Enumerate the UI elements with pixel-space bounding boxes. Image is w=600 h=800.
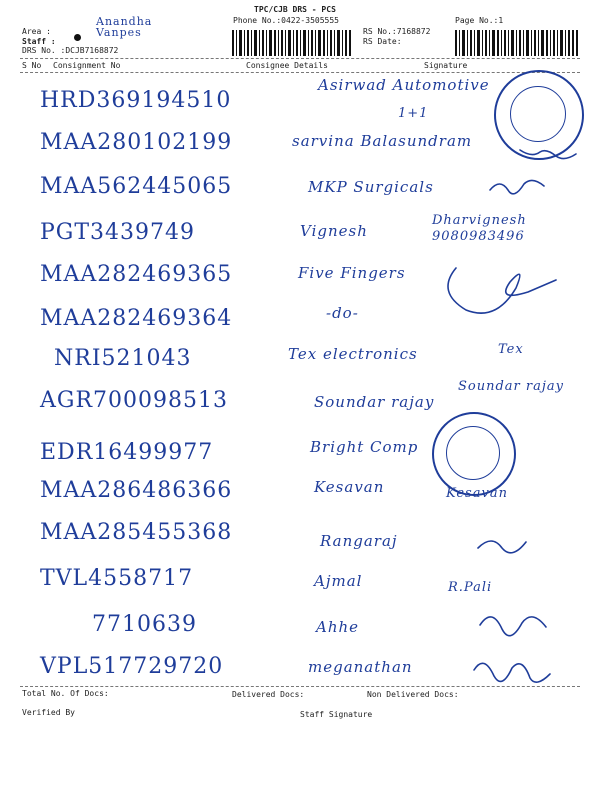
drs-number: DRS No. :DCJB7168872	[22, 46, 119, 55]
consignee-name: Rangaraj	[320, 532, 398, 550]
consignee-name: sarvina Balasundram	[292, 132, 473, 150]
column-consignment: Consignment No	[53, 61, 121, 70]
staff-signature-label: Staff Signature	[300, 710, 373, 719]
signature-scribble	[478, 541, 526, 553]
area-label: Area :	[22, 27, 51, 36]
consignment-number: MAA280102199	[40, 130, 233, 155]
consignee-name: meganathan	[308, 658, 413, 676]
signature-scribble	[474, 663, 550, 682]
signature-scribble	[490, 180, 544, 193]
page-number: Page No.:1	[455, 16, 504, 25]
delivered-docs-label: Delivered Docs:	[232, 690, 305, 699]
signature-scribble	[480, 617, 546, 636]
consignee-name: Asirwad Automotive	[318, 76, 490, 94]
company-seal-stamp	[494, 70, 584, 160]
consignment-number: AGR700098513	[40, 388, 228, 413]
control-system-stamp	[432, 412, 516, 496]
signature-note: Tex	[498, 342, 524, 357]
consignee-name: Ahhe	[316, 618, 360, 636]
consignee-name: Vignesh	[300, 222, 368, 240]
consignment-number: MAA562445065	[40, 174, 233, 199]
consignee-name: Kesavan	[314, 478, 385, 496]
consignment-number: 7710639	[92, 612, 197, 637]
footer-rule	[20, 686, 580, 687]
consignee-name: -do-	[326, 304, 359, 322]
non-delivered-docs-label: Non Delivered Docs:	[367, 690, 459, 699]
consignee-name: Soundar rajay	[314, 393, 435, 411]
consignee-name: Bright Comp	[310, 438, 419, 456]
consignment-number: PGT3439749	[40, 220, 196, 245]
signature-note: R.Pali	[448, 580, 493, 595]
consignment-number: HRD369194510	[40, 88, 232, 113]
consignee-name: MKP Surgicals	[308, 178, 434, 196]
consignee-name: Tex electronics	[288, 345, 418, 363]
column-signature: Signature	[424, 61, 468, 70]
rs-date: RS Date:	[363, 37, 402, 46]
consignment-number: MAA282469365	[40, 262, 233, 287]
consignment-number: TVL4558717	[40, 566, 194, 591]
consignee-name: Ajmal	[314, 572, 363, 590]
verified-by-label: Verified By	[22, 708, 75, 717]
consignee-name: Five Fingers	[298, 264, 406, 282]
seal-inner-ring	[510, 86, 566, 142]
signature-scribble	[448, 268, 556, 313]
consignment-number: MAA285455368	[40, 520, 233, 545]
staff-name-handwritten: Anandha Vanpes	[96, 15, 153, 39]
signature-note: 1+1	[398, 106, 429, 121]
consignment-number: MAA282469364	[40, 306, 233, 331]
total-docs-label: Total No. Of Docs:	[22, 689, 109, 698]
phone-number: Phone No.:0422-3505555	[233, 16, 339, 25]
staff-label: Staff :	[22, 37, 56, 46]
consignment-number: NRI521043	[54, 346, 192, 371]
signature-note: Kesavan	[446, 486, 508, 501]
consignment-number: MAA286486366	[40, 478, 233, 503]
consignment-number: VPL517729720	[40, 654, 224, 679]
rs-number: RS No.:7168872	[363, 27, 431, 36]
column-sno: S No	[22, 61, 42, 70]
signature-note: Dharvignesh 9080983496	[432, 213, 527, 244]
column-consignee: Consignee Details	[246, 61, 328, 70]
consignment-number: EDR16499977	[40, 440, 214, 465]
signature-note: Soundar rajay	[458, 379, 564, 394]
document-title: TPC/CJB DRS - PCS	[254, 5, 336, 14]
stamp-inner-ring	[446, 426, 500, 480]
